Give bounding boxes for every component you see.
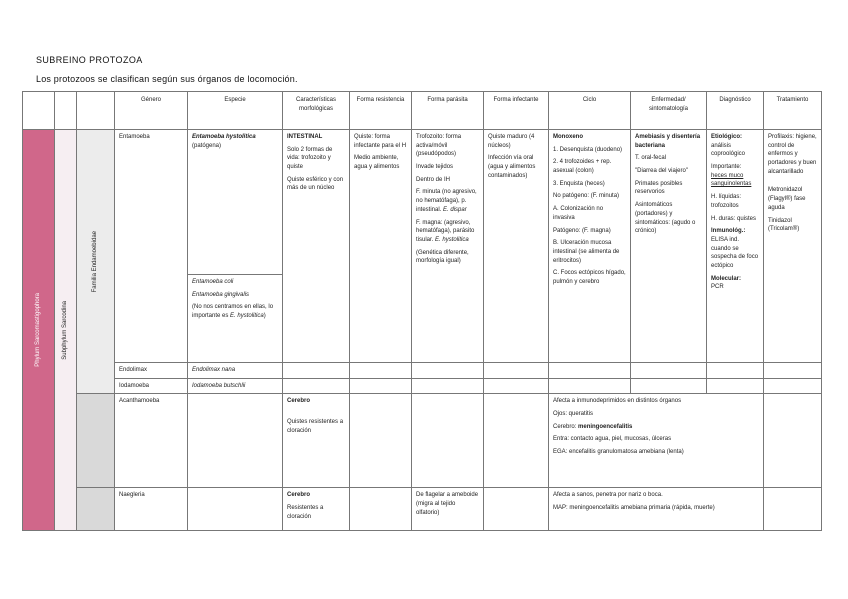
parasita-text: Dentro de IH bbox=[416, 176, 451, 183]
ciclo-title: Monoxeno bbox=[553, 134, 583, 140]
cell-empty bbox=[707, 363, 764, 379]
table-row-iodamoeba bbox=[23, 378, 822, 394]
cell-empty bbox=[283, 363, 350, 379]
cell-empty bbox=[350, 363, 412, 379]
cell-empty bbox=[188, 488, 283, 531]
genero-iodamoeba: Iodamoeba bbox=[115, 378, 188, 394]
cell-empty bbox=[412, 394, 484, 488]
cell-empty bbox=[484, 394, 549, 488]
cell-empty bbox=[283, 378, 350, 394]
ciclo-cerebro bbox=[553, 423, 759, 432]
diag-label: Molecular: bbox=[711, 275, 742, 282]
phylum-label: Phylum Sarcomastigophora bbox=[35, 293, 42, 368]
diag-label: Etiológico: bbox=[711, 134, 742, 140]
familia-cell bbox=[77, 130, 115, 394]
parasita-text: F. minuta (no agresivo, no hematófaga), p. intestinal. bbox=[416, 189, 477, 213]
familia-empty-acanthamoeba bbox=[77, 394, 115, 488]
cell-empty bbox=[764, 488, 822, 531]
caract-text: Quiste esférico y con más de un núcleo bbox=[287, 176, 344, 192]
parasita-naegleria: De flagelar a ameboide (migra al tejido olfatorio) bbox=[412, 488, 484, 531]
header-enfermedad: Enfermedad/ sintomatología bbox=[631, 92, 707, 130]
trat-text: Tinidazol (Tricolam®) bbox=[768, 217, 800, 233]
caract-text: Quistes resistentes a cloración bbox=[287, 419, 344, 434]
enf-text: Asintomáticos (portadores) y sintomáticos: (agudo o crónico) bbox=[635, 202, 696, 235]
cell-empty bbox=[350, 378, 412, 394]
header-empty-1 bbox=[23, 92, 55, 130]
ciclo-entamoeba bbox=[549, 130, 631, 363]
especie-note bbox=[192, 303, 278, 320]
especie-name: Entamoeba hystolitica bbox=[192, 134, 256, 140]
ciclo-text-bold: meningoencefalitis bbox=[578, 423, 633, 430]
parasita-entamoeba bbox=[412, 130, 484, 363]
especie-endolimax: Endolimax nana bbox=[188, 363, 283, 379]
enf-text: Primates posibles reservorios bbox=[635, 180, 683, 196]
diag-inmunologico bbox=[711, 227, 759, 270]
genero-acanthamoeba: Acanthamoeba bbox=[115, 394, 188, 488]
cell-empty bbox=[412, 378, 484, 394]
page-title: SUBREINO PROTOZOA bbox=[36, 55, 143, 65]
ciclo-text: Afecta a inmunodeprimidos en distintos órganos bbox=[553, 398, 682, 405]
cell-empty bbox=[549, 378, 631, 394]
cell-empty bbox=[764, 394, 822, 488]
diag-importante bbox=[711, 163, 759, 189]
especie-note: (patógena) bbox=[192, 142, 222, 149]
protozoa-table bbox=[22, 91, 822, 531]
header-forma-infectante: Forma infectante bbox=[484, 92, 549, 130]
caract-naegleria bbox=[283, 488, 350, 531]
parasita-text: (Genética diferente, morfología igual) bbox=[416, 249, 469, 265]
genero-naegleria: Naegleria bbox=[115, 488, 188, 531]
especie-note-text: (No nos centramos en ellas, lo importante es bbox=[192, 304, 274, 320]
ciclo-text: C. Focos ectópicos hígado, pulmón y cerebro bbox=[553, 270, 626, 285]
infectante-entamoeba bbox=[484, 130, 549, 363]
diag-molecular bbox=[711, 275, 759, 292]
especie-note-species: E. hystolitica bbox=[230, 313, 264, 320]
ciclo-text: 1. Desenquista (duodeno) bbox=[553, 146, 623, 153]
caract-acanthamoeba bbox=[283, 394, 350, 488]
parasita-species: E. dispar bbox=[443, 206, 467, 213]
cell-empty bbox=[707, 378, 764, 394]
header-caracteristicas: Características morfológicas bbox=[283, 92, 350, 130]
cell-empty bbox=[631, 378, 707, 394]
cell-empty bbox=[412, 363, 484, 379]
cell-empty bbox=[549, 363, 631, 379]
enf-text: "Diarrea del viajero" bbox=[635, 168, 688, 175]
caract-entamoeba bbox=[283, 130, 350, 363]
header-diagnostico: Diagnóstico bbox=[707, 92, 764, 130]
caract-text: Resistentes a cloración bbox=[287, 505, 324, 520]
enfermedad-entamoeba bbox=[631, 130, 707, 363]
parasita-text: Invade tejidos bbox=[416, 164, 454, 171]
table-row-endolimax bbox=[23, 363, 822, 379]
tratamiento-entamoeba bbox=[764, 130, 822, 363]
especie-entamoeba-others bbox=[188, 275, 283, 363]
trat-text: Profilaxis: higiene, control de enfermos y portadores y buen alcantarillado bbox=[768, 134, 817, 175]
parasita-text: F. magna: (agresivo, hematófaga), parásito tisular. bbox=[416, 219, 475, 243]
diag-text: PCR bbox=[711, 284, 724, 291]
subphylum-label: Subphylum Sarcodina bbox=[62, 300, 69, 360]
header-tratamiento: Tratamiento bbox=[764, 92, 822, 130]
parasita-magna bbox=[416, 219, 479, 245]
header-empty-3 bbox=[77, 92, 115, 130]
cell-empty bbox=[484, 363, 549, 379]
ciclo-text: MAP: meningoencefalitis amebiana primaria (rápida, muerte) bbox=[553, 505, 715, 512]
cell-empty bbox=[764, 363, 822, 379]
ciclo-text: Ojos: queratitis bbox=[553, 411, 594, 418]
header-forma-resistencia: Forma resistencia bbox=[350, 92, 412, 130]
header-genero: Género bbox=[115, 92, 188, 130]
enf-text: T. oral-fecal bbox=[635, 155, 667, 162]
diagnostico-entamoeba bbox=[707, 130, 764, 363]
diag-text: H. duras: quistes bbox=[711, 215, 757, 222]
header-ciclo: Ciclo bbox=[549, 92, 631, 130]
cell-empty bbox=[350, 488, 412, 531]
cell-empty bbox=[484, 378, 549, 394]
especie-name: Entamoeba gingivalis bbox=[192, 291, 250, 298]
table-row-naegleria bbox=[23, 488, 822, 531]
trat-text: Metronidazol (Flagyl®) fase aguda bbox=[768, 187, 806, 211]
infect-text: Infección vía oral (agua y alimentos contaminados) bbox=[488, 155, 536, 179]
parasita-species: E. hystolitica bbox=[435, 236, 469, 243]
diag-text: heces muco sanguinolentas bbox=[711, 172, 752, 188]
diag-label: Importante: bbox=[711, 164, 742, 171]
resist-text: Medio ambiente, agua y alimentos bbox=[354, 155, 400, 171]
diag-text: análisis coproológico bbox=[711, 142, 746, 158]
resistencia-entamoeba bbox=[350, 130, 412, 363]
ciclo-naegleria bbox=[549, 488, 764, 531]
diag-label: Inmunológ.: bbox=[711, 228, 746, 235]
phylum-cell bbox=[23, 130, 55, 531]
ciclo-text: A. Colonización no invasiva bbox=[553, 206, 604, 221]
ciclo-text: Afecta a sanos, penetra por nariz o boca. bbox=[553, 492, 663, 499]
especie-name: Entamoeba coli bbox=[192, 279, 234, 285]
caract-title: INTESTINAL bbox=[287, 134, 323, 140]
genero-entamoeba: Entamoeba bbox=[115, 130, 188, 363]
ciclo-text: Patógeno: (F. magna) bbox=[553, 227, 611, 234]
ciclo-text: Cerebro: bbox=[553, 423, 577, 430]
header-forma-parasita: Forma parásita bbox=[412, 92, 484, 130]
resist-text: Quiste: forma infectante para el H bbox=[354, 134, 407, 149]
caract-title: Cerebro bbox=[287, 398, 311, 405]
ciclo-text: No patógeno: (F. minuta) bbox=[553, 193, 620, 200]
familia-empty-naegleria bbox=[77, 488, 115, 531]
familia-label: Familia Endamoebidae bbox=[92, 231, 99, 293]
genero-endolimax: Endolimax bbox=[115, 363, 188, 379]
enf-title: Amebiasis y disentería bacteriana bbox=[635, 134, 701, 149]
infect-text: Quiste maduro (4 núcleos) bbox=[488, 134, 535, 149]
cell-empty bbox=[631, 363, 707, 379]
especie-iodamoeba: Iodamoeba butschlii bbox=[188, 378, 283, 394]
cell-empty bbox=[188, 394, 283, 488]
ciclo-text: Entra: contacto agua, piel, mucosas, úlceras bbox=[553, 436, 672, 443]
parasita-minuta bbox=[416, 188, 479, 214]
ciclo-text: 3. Enquista (heces) bbox=[553, 180, 605, 187]
subphylum-cell bbox=[55, 130, 77, 531]
table-row-acanthamoeba bbox=[23, 394, 822, 488]
cell-empty bbox=[764, 378, 822, 394]
header-row bbox=[23, 92, 822, 130]
diag-text: ELISA ind. cuando se sospecha de foco ectópico bbox=[711, 236, 759, 269]
ciclo-text: 2. 4 trofozoides + rep. asexual (colon) bbox=[553, 159, 612, 175]
especie-entamoeba-hystolitica bbox=[188, 130, 283, 275]
diag-etiologico bbox=[711, 133, 759, 159]
caract-title: Cerebro bbox=[287, 492, 311, 499]
header-empty-2 bbox=[55, 92, 77, 130]
caract-text: Solo 2 formas de vida: trofozoito y quiste bbox=[287, 146, 333, 171]
page-subtitle: Los protozoos se clasifican según sus órganos de locomoción. bbox=[36, 74, 298, 84]
table-row-entamoeba bbox=[23, 130, 822, 275]
diag-text: H. líquidas: trofozoitos bbox=[711, 194, 742, 209]
ciclo-text: B. Ulceración mucosa intestinal (se alimenta de eritrocitos) bbox=[553, 240, 620, 264]
parasita-text: Trofozoito: forma activa/móvil (pseudópodos) bbox=[416, 134, 462, 158]
header-especie: Especie bbox=[188, 92, 283, 130]
especie-note-text: ) bbox=[263, 313, 266, 320]
ciclo-text: EGA: encefalitis granulomatosa amebiana (lenta) bbox=[553, 449, 684, 456]
ciclo-acanthamoeba bbox=[549, 394, 764, 488]
cell-empty bbox=[484, 488, 549, 531]
cell-empty bbox=[350, 394, 412, 488]
